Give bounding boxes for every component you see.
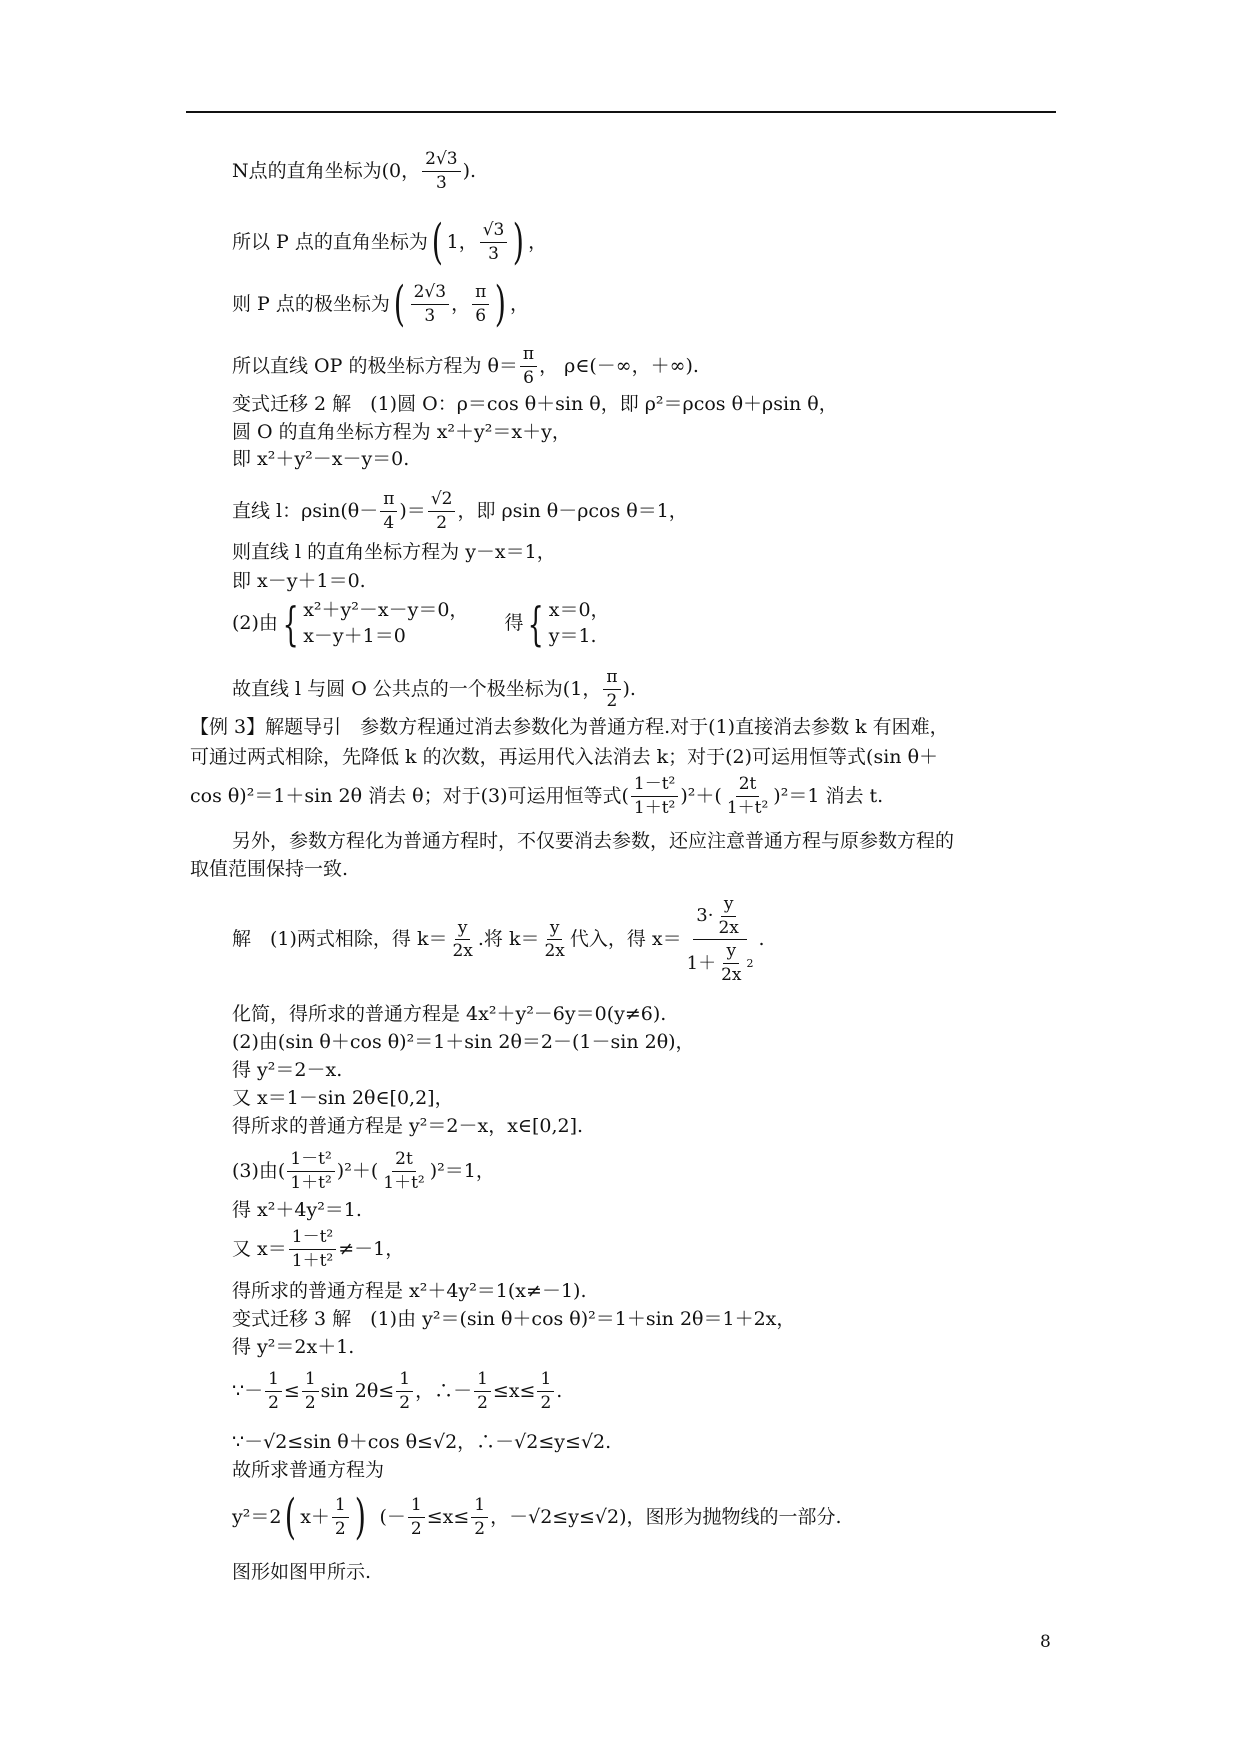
text-line: cos θ)²＝1＋sin 2θ 消去 θ；对于(3)可运用恒等式( $\frac{\text{1－t²}}{\text{1＋t²}}$ )²＋( $\frac{2t}{\text{1＋t²}}$ )²＝1 消去 t. bbox=[190, 774, 884, 818]
text-line: 圆 O 的直角坐标方程为 x²＋y²＝x＋y， bbox=[232, 421, 571, 443]
text-line: 得 y²＝2－x. bbox=[232, 1059, 343, 1081]
text-line: 又 x＝ $\frac{\text{1－t²}}{\text{1＋t²}}$ ≠－1， bbox=[232, 1227, 405, 1271]
text-line: 变式迁移 3 解 (1)由 y²＝(sin θ＋cos θ)²＝1＋sin 2θ＝1＋2x， bbox=[232, 1308, 796, 1330]
text-line: 即 x²＋y²－x－y＝0. bbox=[232, 448, 410, 470]
text-line: 图形如图甲所示. bbox=[232, 1561, 372, 1583]
text-line: 变式迁移 2 解 (1)圆 O：ρ＝cos θ＋sin θ，即 ρ²＝ρcos θ＋ρsin θ， bbox=[232, 393, 838, 415]
text-line: 另外，参数方程化为普通方程时，不仅要消去参数，还应注意普通方程与原参数方程的 bbox=[232, 830, 955, 852]
text-line: ∵－ $\frac{1}{2}$ ≤ $\frac{1}{2}$ sin 2θ≤ $\frac{1}{2}$ ，∴－ $\frac{1}{2}$ ≤x≤ $\frac{1}{2}$ . bbox=[232, 1369, 563, 1413]
text-line: 故所求普通方程为 bbox=[232, 1459, 385, 1481]
text-line: (2)由(sin θ＋cos θ)²＝1＋sin 2θ＝2－(1－sin 2θ)， bbox=[232, 1031, 695, 1053]
text-line: y²＝2 ( x＋ $\frac{1}{2}$ ) (－ $\frac{1}{2}$ ≤x≤ $\frac{1}{2}$ ，－√2≤y≤√2)，图形为抛物线的一部分. bbox=[232, 1489, 842, 1545]
text-line: (2)由 { x²＋y²－x－y＝0， x－y＋1＝0 得 { x＝0， y＝1. bbox=[232, 596, 610, 651]
text-line: 得所求的普通方程是 x²＋4y²＝1(x≠－1). bbox=[232, 1280, 587, 1302]
page-number: 8 bbox=[1040, 1632, 1051, 1652]
text-line: ∵－√2≤sin θ＋cos θ≤√2，∴－√2≤y≤√2. bbox=[232, 1431, 612, 1453]
text-line: 所以 P 点的直角坐标为 ( 1， $\frac{√3}{3}$ ) ， bbox=[232, 214, 548, 270]
text-line: 化简，得所求的普通方程是 4x²＋y²－6y＝0(y≠6). bbox=[232, 1003, 667, 1025]
text-line: 则直线 l 的直角坐标方程为 y－x＝1， bbox=[232, 541, 556, 563]
text-line: 则 P 点的极坐标为 ( $\frac{2√3}{3}$ ， $\frac{\pi}{6}$ ) ， bbox=[232, 276, 530, 332]
text-line: 得 x²＋4y²＝1. bbox=[232, 1199, 362, 1221]
text-line: 所以直线 OP 的极坐标方程为 θ＝ $\frac{\pi}{6}$ ， ρ∈(－∞，＋∞). bbox=[232, 344, 699, 388]
text-line: 解 (1)两式相除，得 k＝ $\frac{y}{2x}$ .将 k＝ $\frac{y}{2x}$ 代入，得 x＝ 3· $\frac{y}{2x}$ 1＋ $\frac{y}{2x}$ 2 . bbox=[232, 894, 765, 986]
text-line: 可通过两式相除，先降低 k 的次数，再运用代入法消去 k；对于(2)可运用恒等式(sin θ＋ bbox=[190, 746, 939, 768]
text-line: 直线 l：ρsin(θ－ $\frac{\pi}{4}$ )＝ $\frac{√2}{2}$ ，即 ρsin θ－ρcos θ＝1， bbox=[232, 489, 688, 533]
header-rule bbox=[186, 111, 1056, 113]
text-line: 即 x－y＋1＝0. bbox=[232, 570, 366, 592]
text-line: (3)由( $\frac{\text{1－t²}}{\text{1＋t²}}$ )²＋( $\frac{2t}{\text{1＋t²}}$ )²＝1， bbox=[232, 1149, 495, 1193]
text-line: 得 y²＝2x＋1. bbox=[232, 1336, 355, 1358]
text-line: 【例 3】解题导引 参数方程通过消去参数化为普通方程.对于(1)直接消去参数 k 有困难， bbox=[190, 716, 949, 738]
text-line: 故直线 l 与圆 O 公共点的一个极坐标为(1， $\frac{\pi}{2}$ ). bbox=[232, 667, 636, 711]
text-line: 得所求的普通方程是 y²＝2－x，x∈[0,2]. bbox=[232, 1115, 584, 1137]
text-line: N点的直角坐标为(0， $\frac{2√3}{3}$ ). bbox=[232, 149, 477, 193]
text-line: 又 x＝1－sin 2θ∈[0,2]， bbox=[232, 1087, 454, 1109]
text-line: 取值范围保持一致. bbox=[190, 858, 349, 880]
